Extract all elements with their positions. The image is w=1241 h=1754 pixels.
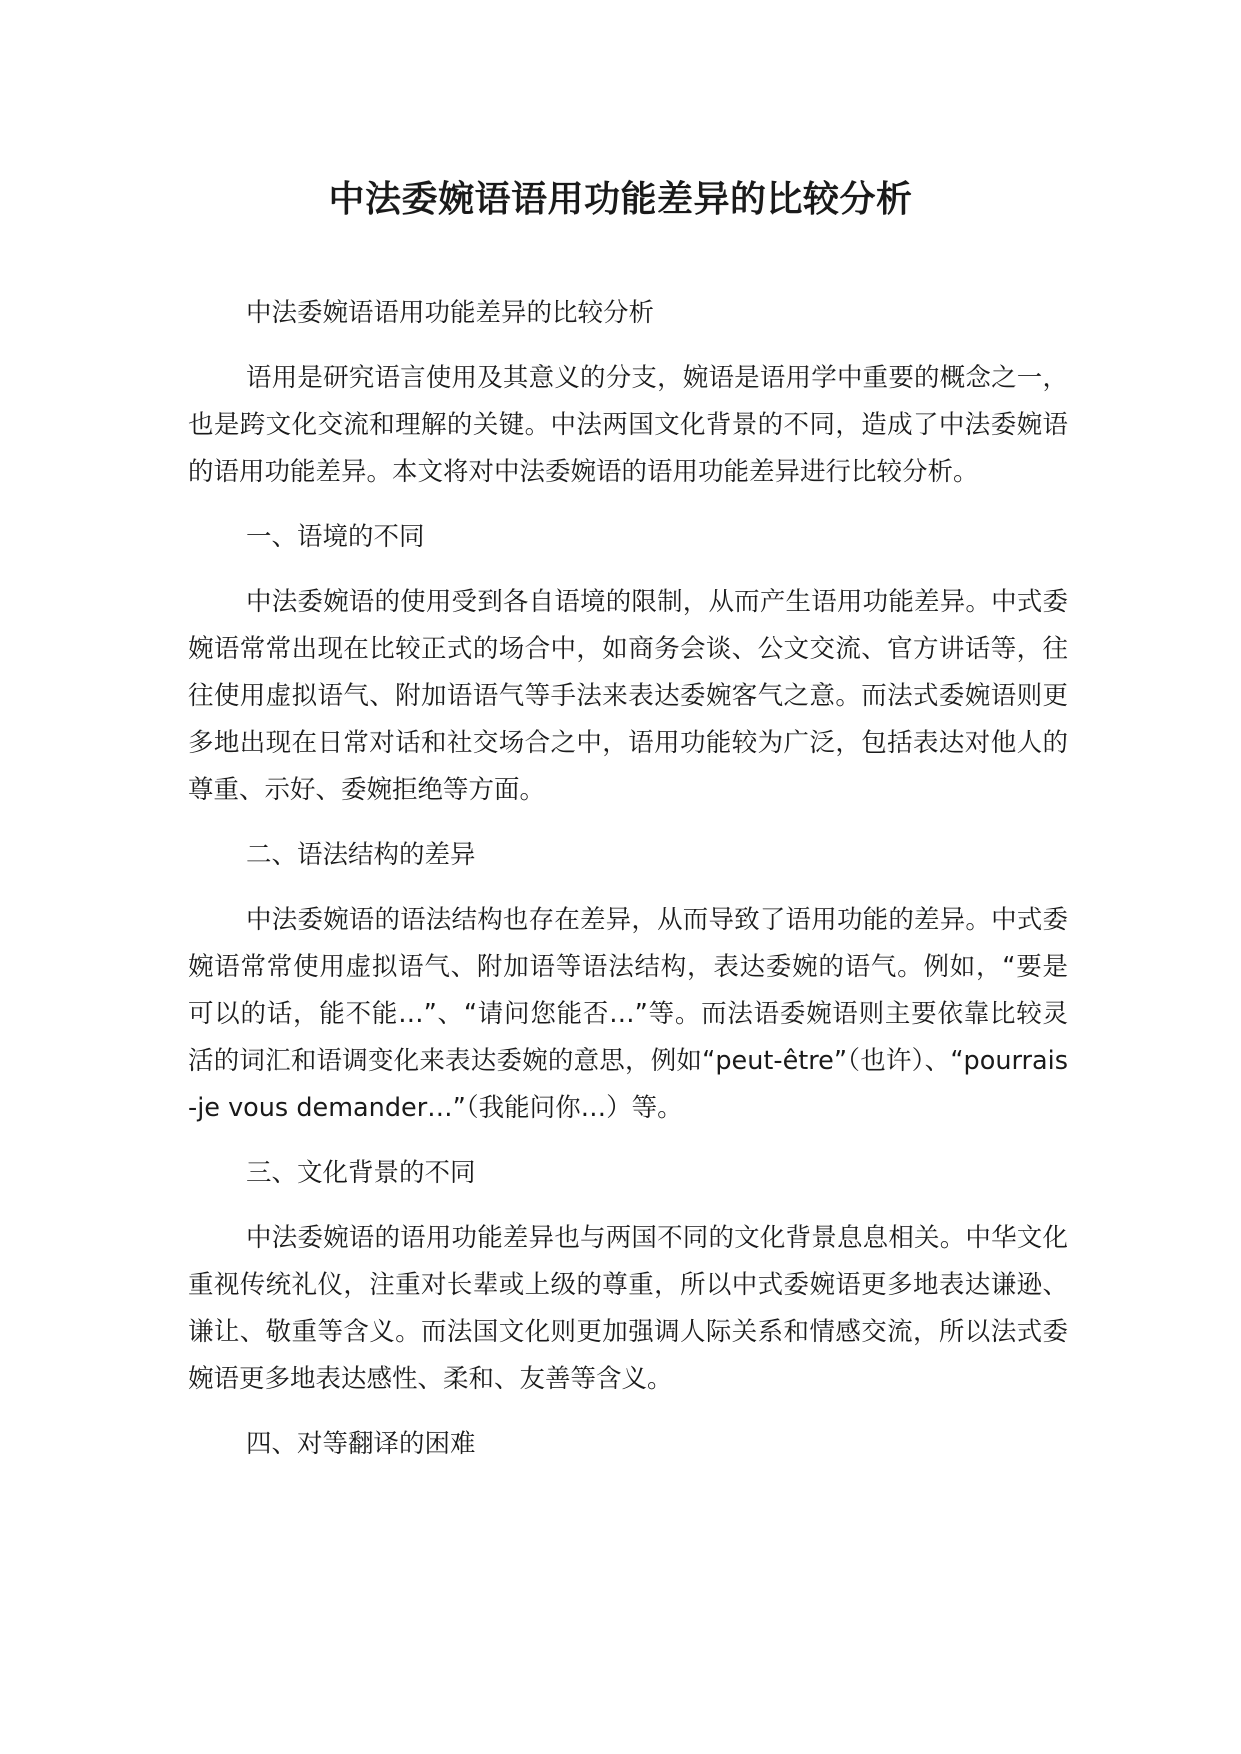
paragraph-culture: 中法委婉语的语用功能差异也与两国不同的文化背景息息相关。中华文化重视传统礼仪，注重对长辈或上级的尊重，所以中式委婉语更多地表达谦逊、谦让、敬重等含义。而法国文化则更加强调人际关系和情感交流，所以法式委婉语更多地表达感性、柔和、友善等含义。	[188, 1223, 1068, 1394]
paragraph-context: 中法委婉语的使用受到各自语境的限制，从而产生语用功能差异。中式委婉语常常出现在比较正式的场合中，如商务会谈、公文交流、官方讲话等，往往使用虚拟语气、附加语语气等手法来表达委婉客气之意。而法式委婉语则更多地出现在日常对话和社交场合之中，语用功能较为广泛，包括表达对他人的尊重、示好、委婉拒绝等方面。	[188, 587, 1068, 805]
section-heading-2: 二、语法结构的差异	[246, 840, 476, 870]
paragraph-grammar: 中法委婉语的语法结构也存在差异，从而导致了语用功能的差异。中式委婉语常常使用虚拟语气、附加语等语法结构，表达委婉的语气。例如，“要是可以的话，能不能…”、“请问您能否…”等。而法语委婉语则主要依靠比较灵活的词汇和语调变化来表达委婉的意思，例如“peut-être”（也许）、“pourrais-je vous demander…”（我能问你…）等。	[188, 905, 1068, 1123]
paragraph-intro: 语用是研究语言使用及其意义的分支，婉语是语用学中重要的概念之一，也是跨文化交流和理解的关键。中法两国文化背景的不同，造成了中法委婉语的语用功能差异。本文将对中法委婉语的语用功能差异进行比较分析。	[188, 363, 1068, 487]
document-body	[188, 290, 1068, 1468]
section-heading-3: 三、文化背景的不同	[246, 1158, 476, 1188]
document-title: 中法委婉语语用功能差异的比较分析	[328, 179, 913, 220]
paragraph-subtitle: 中法委婉语语用功能差异的比较分析	[246, 298, 655, 328]
section-heading-1: 一、语境的不同	[246, 522, 425, 552]
section-heading-4: 四、对等翻译的困难	[246, 1429, 476, 1459]
